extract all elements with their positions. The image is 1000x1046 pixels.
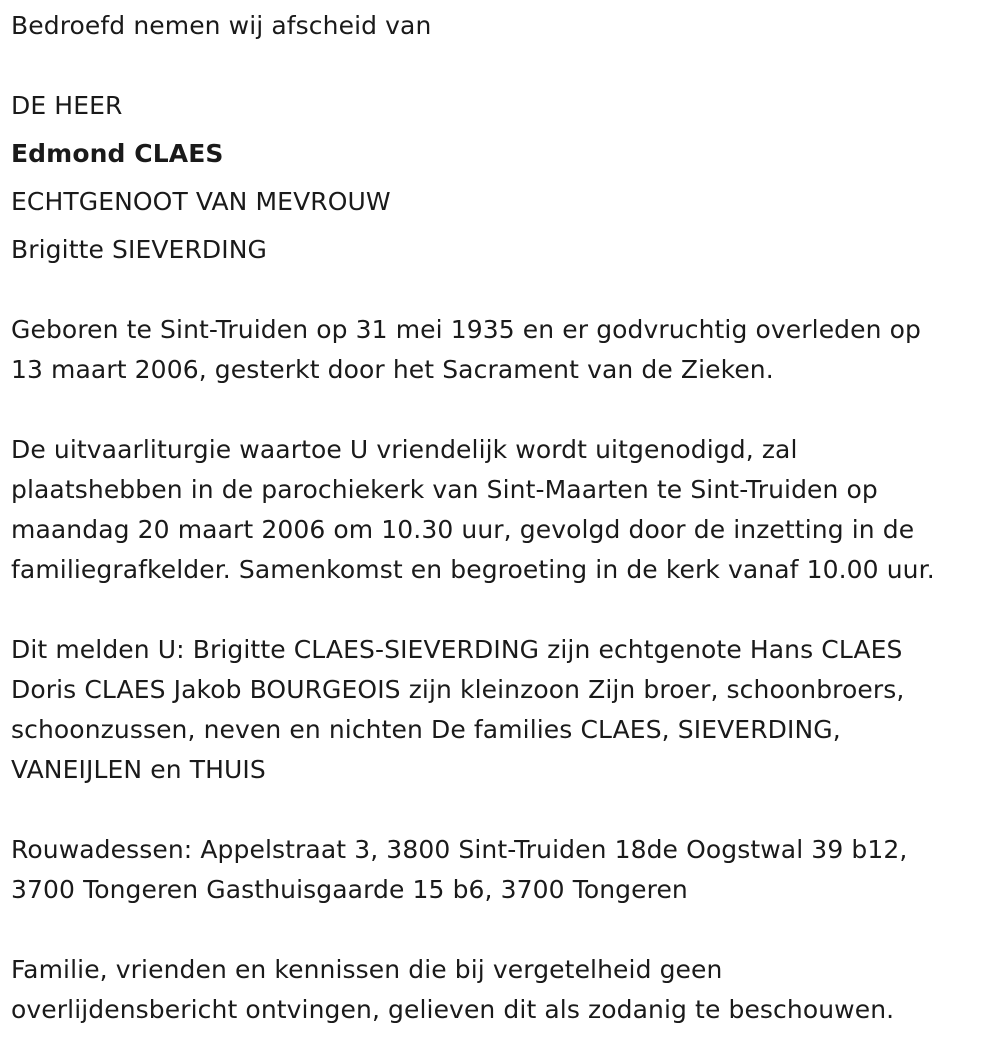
announcers-line: VANEIJLEN en THUIS bbox=[11, 755, 266, 784]
funeral-line: De uitvaarliturgie waartoe U vriendelijk wordt uitgenodigd, zal bbox=[11, 435, 798, 464]
birth-death-line: 13 maart 2006, gesterkt door het Sacrament van de Zieken. bbox=[11, 355, 774, 384]
birth-death-line: Geboren te Sint-Truiden op 31 mei 1935 en er godvruchtig overleden op bbox=[11, 315, 921, 344]
address-line: 3700 Tongeren Gasthuisgaarde 15 b6, 3700 Tongeren bbox=[11, 875, 688, 904]
relation-text: ECHTGENOOT VAN MEVROUW bbox=[11, 187, 391, 216]
closing-line: Familie, vrienden en kennissen die bij vergetelheid geen bbox=[11, 955, 723, 984]
announcers-line: schoonzussen, neven en nichten De families CLAES, SIEVERDING, bbox=[11, 715, 841, 744]
title-prefix: DE HEER bbox=[11, 91, 123, 120]
spouse-name: Brigitte SIEVERDING bbox=[11, 235, 268, 264]
intro-text: Bedroefd nemen wij afscheid van bbox=[11, 11, 432, 40]
funeral-line: maandag 20 maart 2006 om 10.30 uur, gevolgd door de inzetting in de bbox=[11, 515, 915, 544]
closing-line: overlijdensbericht ontvingen, gelieven dit als zodanig te beschouwen. bbox=[11, 995, 895, 1024]
funeral-line: familiegrafkelder. Samenkomst en begroeting in de kerk vanaf 10.00 uur. bbox=[11, 555, 935, 584]
deceased-name: Edmond CLAES bbox=[11, 139, 224, 168]
address-line: Rouwadessen: Appelstraat 3, 3800 Sint-Truiden 18de Oogstwal 39 b12, bbox=[11, 835, 908, 864]
funeral-line: plaatshebben in de parochiekerk van Sint-Maarten te Sint-Truiden op bbox=[11, 475, 878, 504]
announcers-line: Doris CLAES Jakob BOURGEOIS zijn kleinzoon Zijn broer, schoonbroers, bbox=[11, 675, 905, 704]
announcers-line: Dit melden U: Brigitte CLAES-SIEVERDING zijn echtgenote Hans CLAES bbox=[11, 635, 903, 664]
